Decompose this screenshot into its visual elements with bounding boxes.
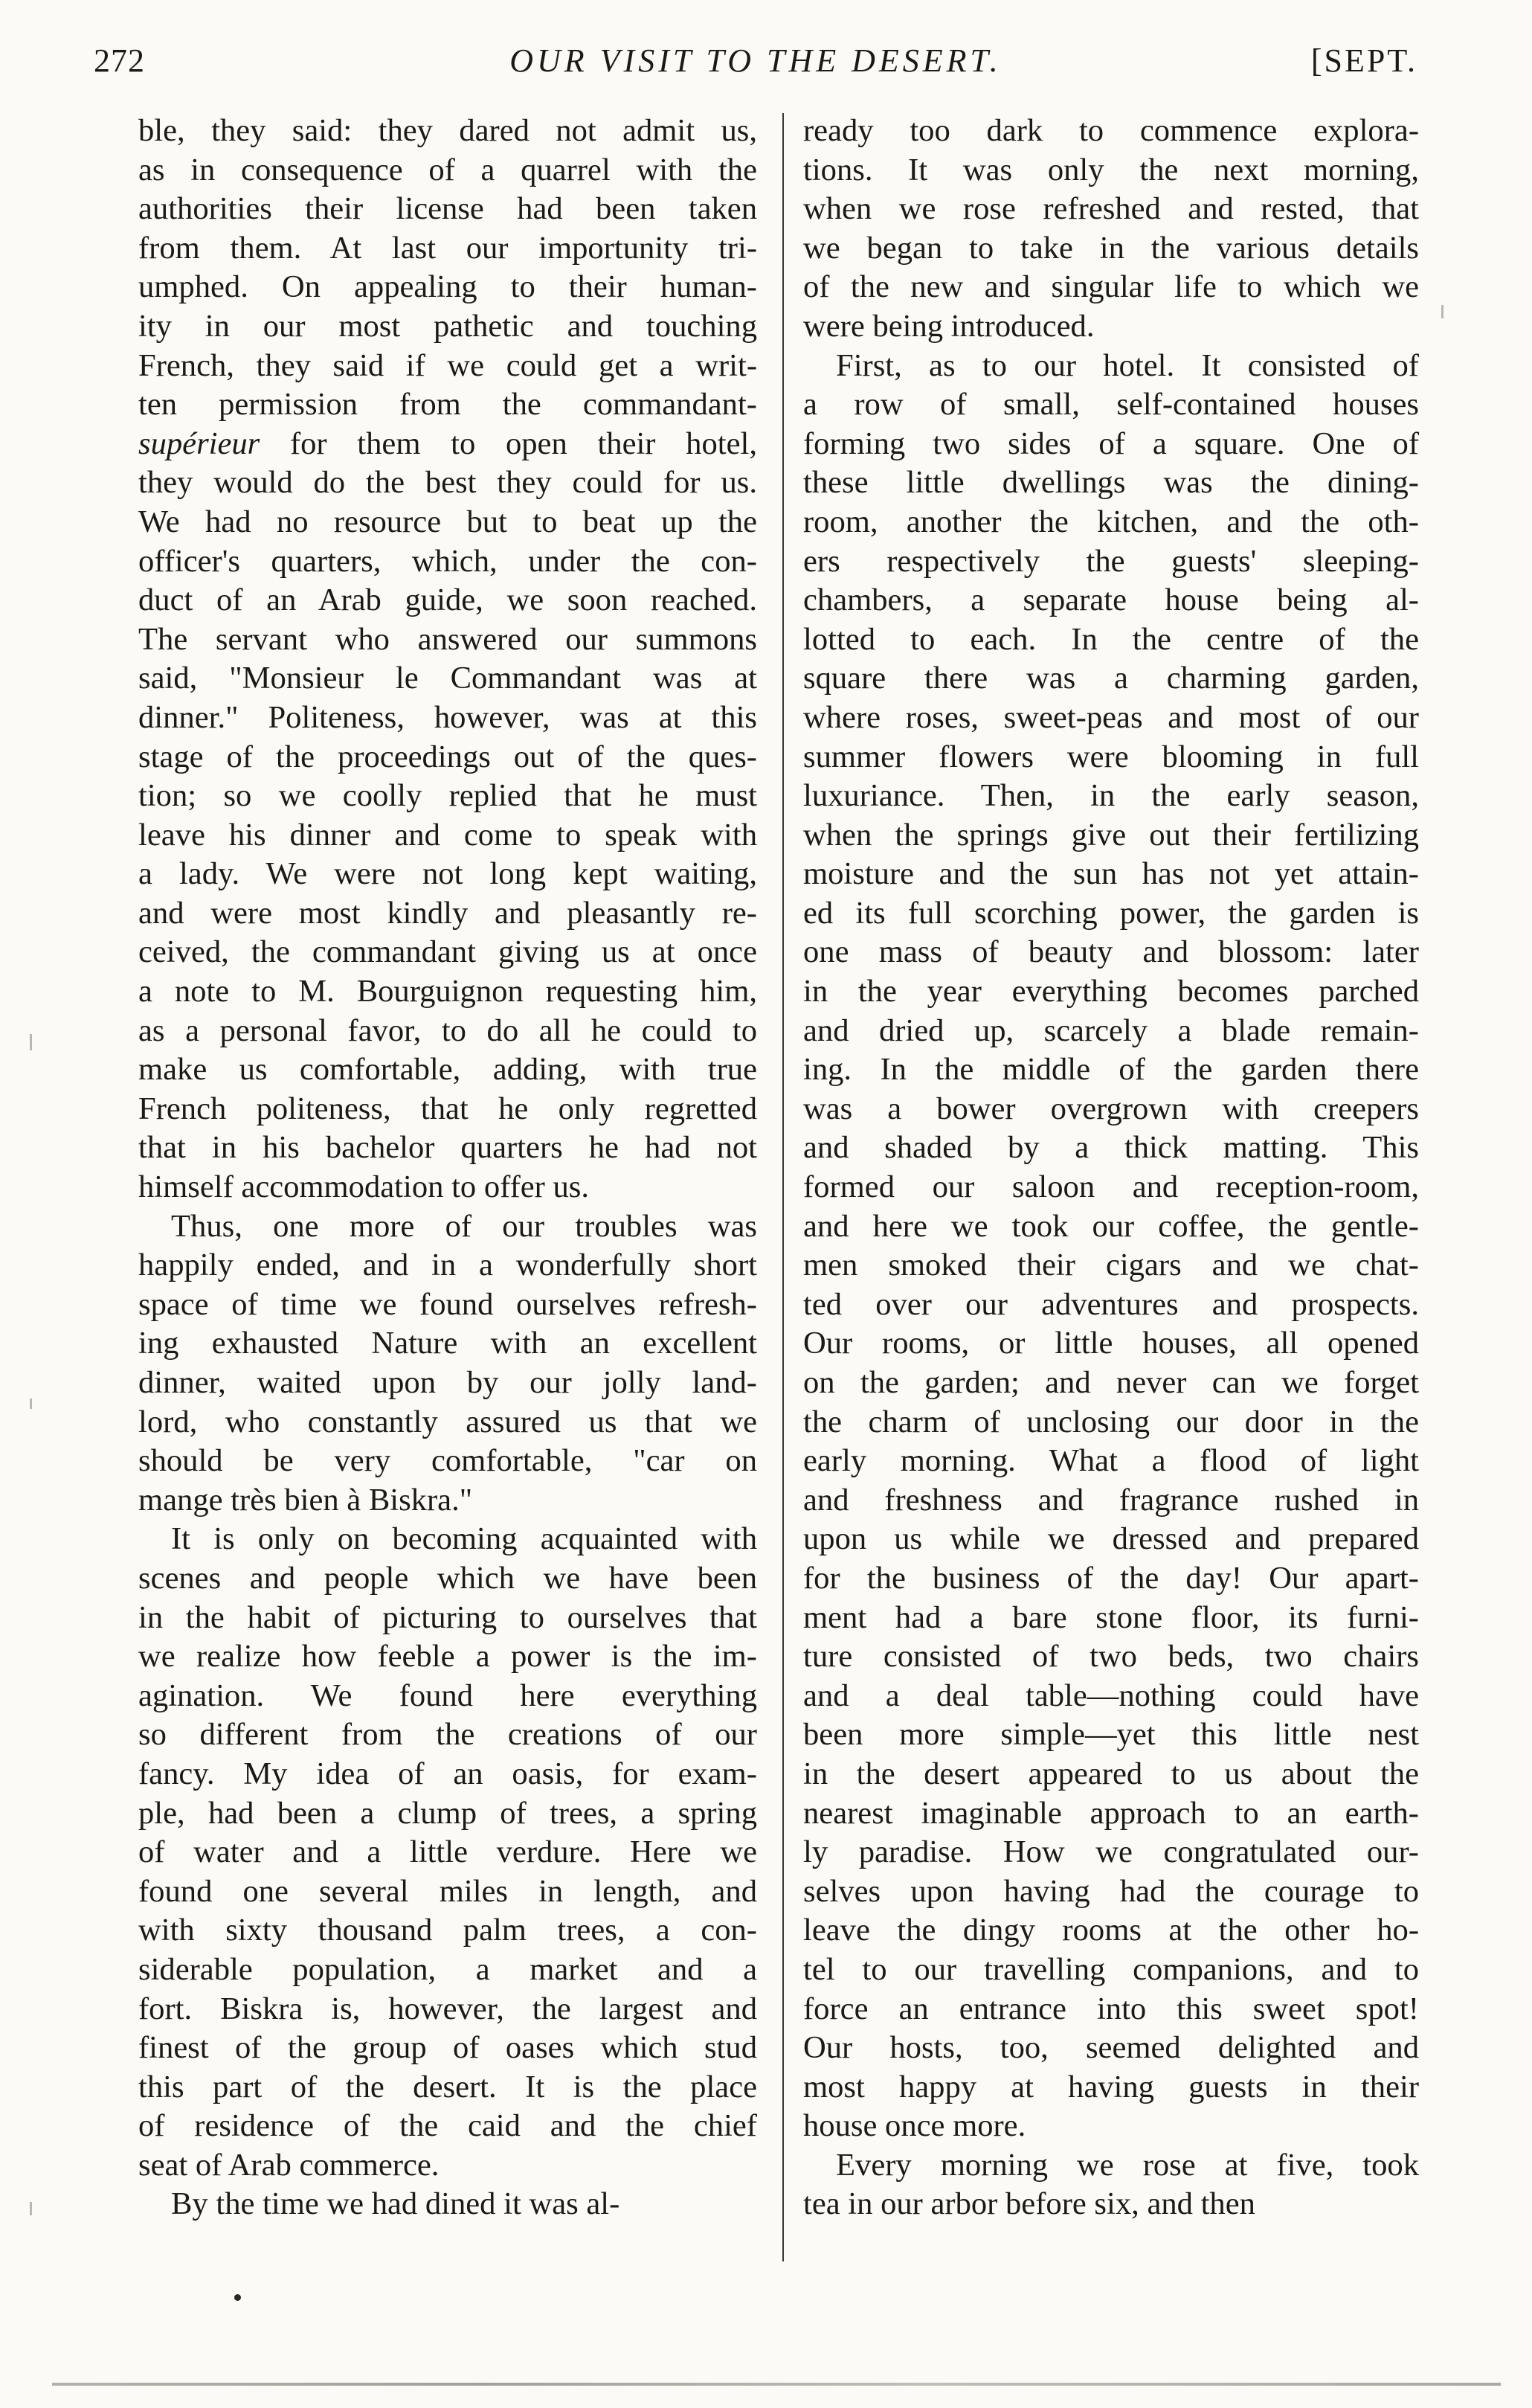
text-line: we realize how feeble a power is the im- xyxy=(138,1639,757,1675)
text-line: nearest imaginable approach to an earth- xyxy=(803,1795,1419,1831)
text-line: in the year everything becomes parched xyxy=(803,974,1419,1009)
text-line: a row of small, self-contained houses xyxy=(803,387,1419,423)
text-line: Our rooms, or little houses, all opened xyxy=(803,1326,1419,1361)
bottom-edge-rule xyxy=(52,2383,1501,2386)
text-line: make us comfortable, adding, with true xyxy=(138,1052,757,1088)
text-line: square there was a charming garden, xyxy=(803,661,1419,696)
text-line: scenes and people which we have been xyxy=(138,1560,757,1596)
text-line: dinner, waited upon by our jolly land- xyxy=(138,1365,757,1400)
text-line: house once more. xyxy=(803,2108,1026,2144)
text-line: supérieur for them to open their hotel, xyxy=(138,426,757,461)
text-line: when the springs give out their fertilizing xyxy=(803,817,1419,853)
running-title: OUR VISIT TO THE DESERT. xyxy=(509,42,1002,79)
text-line: force an entrance into this sweet spot! xyxy=(803,1991,1419,2026)
text-line: duct of an Arab guide, we soon reached. xyxy=(138,582,757,618)
text-line: the charm of unclosing our door in the xyxy=(803,1404,1419,1439)
text-line: ten permission from the commandant- xyxy=(138,387,757,423)
text-line: ly paradise. How we congratulated our- xyxy=(803,1834,1419,1870)
text-line: of water and a little verdure. Here we xyxy=(138,1834,757,1870)
text-line: forming two sides of a square. One of xyxy=(803,426,1419,461)
text-line: was a bower overgrown with creepers xyxy=(803,1091,1419,1126)
text-line: for the business of the day! Our apart- xyxy=(803,1560,1419,1596)
text-line: said, "Monsieur le Commandant was at xyxy=(138,661,757,696)
text-line: in the habit of picturing to ourselves that xyxy=(138,1599,757,1635)
text-line: French politeness, that he only regretted xyxy=(138,1091,757,1126)
text-line: ed its full scorching power, the garden is xyxy=(803,895,1419,931)
text-line: and shaded by a thick matting. This xyxy=(803,1130,1419,1166)
text-line: ceived, the commandant giving us at once xyxy=(138,934,757,970)
text-line: ers respectively the guests' sleeping- xyxy=(803,543,1419,579)
text-line: lord, who constantly assured us that we xyxy=(138,1404,757,1439)
text-line: and here we took our coffee, the gentle- xyxy=(803,1208,1419,1244)
text-line: umphed. On appealing to their human- xyxy=(138,269,757,305)
text-line: in the desert appeared to us about the xyxy=(803,1756,1419,1791)
left-column xyxy=(138,112,757,2224)
text-line: formed our saloon and reception-room, xyxy=(803,1169,1419,1205)
text-line: summer flowers were blooming in full xyxy=(803,739,1419,774)
text-line: they would do the best they could for us. xyxy=(138,465,757,501)
text-line: where roses, sweet-peas and most of our xyxy=(803,699,1419,735)
text-line: ple, had been a clump of trees, a spring xyxy=(138,1795,757,1831)
text-line: authorities their license had been taken xyxy=(138,191,757,227)
text-line: found one several miles in length, and xyxy=(138,1873,757,1909)
text-line: moisture and the sun has not yet attain- xyxy=(803,856,1419,892)
text-line: as in consequence of a quarrel with the xyxy=(138,152,757,187)
text-line: early morning. What a flood of light xyxy=(803,1443,1419,1479)
text-line: fancy. My idea of an oasis, for exam- xyxy=(138,1756,757,1791)
margin-mark xyxy=(1441,305,1444,318)
text-line: and freshness and fragrance rushed in xyxy=(803,1482,1419,1518)
text-line: seat of Arab commerce. xyxy=(138,2147,440,2183)
column-rule xyxy=(782,113,784,2261)
text-line: room, another the kitchen, and the oth- xyxy=(803,504,1419,539)
header-month: [SEPT. xyxy=(1310,42,1417,79)
text-line: so different from the creations of our xyxy=(138,1717,757,1753)
text-line: one mass of beauty and blossom: later xyxy=(803,934,1419,970)
text-line: tion; so we coolly replied that he must xyxy=(138,778,757,814)
text-line: First, as to our hotel. It consisted of xyxy=(836,347,1419,383)
text-line: with sixty thousand palm trees, a con- xyxy=(138,1913,757,1948)
text-line: this part of the desert. It is the place xyxy=(138,2069,757,2104)
text-line: men smoked their cigars and we chat- xyxy=(803,1248,1419,1283)
text-line: tel to our travelling companions, and to xyxy=(803,1951,1419,1987)
text-line: The servant who answered our summons xyxy=(138,621,757,657)
text-line: lotted to each. In the centre of the xyxy=(803,621,1419,657)
margin-mark xyxy=(30,2202,32,2215)
text-line: upon us while we dressed and prepared xyxy=(803,1521,1419,1557)
text-line: luxuriance. Then, in the early season, xyxy=(803,778,1419,814)
text-line: finest of the group of oases which stud xyxy=(138,2030,757,2066)
running-header xyxy=(94,34,1417,86)
text-line: officer's quarters, which, under the con- xyxy=(138,543,757,579)
text-line: a note to M. Bourguignon requesting him, xyxy=(138,974,757,1009)
text-line: tea in our arbor before six, and then xyxy=(803,2186,1255,2222)
text-line: Every morning we rose at five, took xyxy=(836,2147,1419,2183)
text-line: mange très bien à Biskra." xyxy=(138,1482,473,1518)
text-line: tions. It was only the next morning, xyxy=(803,152,1419,187)
text-line: and dried up, scarcely a blade remain- xyxy=(803,1012,1419,1048)
text-line: ing exhausted Nature with an excellent xyxy=(138,1326,757,1361)
text-line: happily ended, and in a wonderfully short xyxy=(138,1248,757,1283)
text-line: and were most kindly and pleasantly re- xyxy=(138,895,757,931)
text-line: most happy at having guests in their xyxy=(803,2069,1419,2104)
ink-speck xyxy=(234,2294,241,2301)
text-line: Our hosts, too, seemed delighted and xyxy=(803,2030,1419,2066)
text-line: as a personal favor, to do all he could to xyxy=(138,1012,757,1048)
text-line: of the new and singular life to which we xyxy=(803,269,1419,305)
text-line: Thus, one more of our troubles was xyxy=(171,1208,757,1244)
text-line: ing. In the middle of the garden there xyxy=(803,1052,1419,1088)
text-line: from them. At last our importunity tri- xyxy=(138,230,757,266)
text-line: and a deal table—nothing could have xyxy=(803,1677,1419,1713)
text-line: stage of the proceedings out of the ques- xyxy=(138,739,757,774)
text-line: were being introduced. xyxy=(803,308,1095,344)
text-line: French, they said if we could get a writ- xyxy=(138,347,757,383)
text-line: chambers, a separate house being al- xyxy=(803,582,1419,618)
text-line: ready too dark to commence explora- xyxy=(803,113,1419,148)
text-line: ture consisted of two beds, two chairs xyxy=(803,1639,1419,1675)
text-line: It is only on becoming acquainted with xyxy=(171,1521,757,1557)
text-line: space of time we found ourselves refresh- xyxy=(138,1286,757,1322)
margin-mark xyxy=(30,1034,32,1050)
text-line: been more simple—yet this little nest xyxy=(803,1717,1419,1753)
text-line: we began to take in the various details xyxy=(803,230,1419,266)
text-line: when we rose refreshed and rested, that xyxy=(803,191,1419,227)
text-line: fort. Biskra is, however, the largest and xyxy=(138,1991,757,2026)
right-column xyxy=(803,112,1419,2224)
page-number: 272 xyxy=(94,42,145,79)
text-line: of residence of the caid and the chief xyxy=(138,2108,757,2144)
text-line: agination. We found here everything xyxy=(138,1677,757,1713)
margin-mark xyxy=(30,1399,32,1409)
text-line: should be very comfortable, "car on xyxy=(138,1443,757,1479)
text-line: selves upon having had the courage to xyxy=(803,1873,1419,1909)
text-line: dinner." Politeness, however, was at this xyxy=(138,699,757,735)
text-line: ment had a bare stone floor, its furni- xyxy=(803,1599,1419,1635)
text-line: leave his dinner and come to speak with xyxy=(138,817,757,853)
text-line: that in his bachelor quarters he had not xyxy=(138,1130,757,1166)
text-line: By the time we had dined it was al- xyxy=(171,2186,620,2222)
text-line: leave the dingy rooms at the other ho- xyxy=(803,1913,1419,1948)
text-line: on the garden; and never can we forget xyxy=(803,1365,1419,1400)
text-line: himself accommodation to offer us. xyxy=(138,1169,590,1205)
text-line: ted over our adventures and prospects. xyxy=(803,1286,1419,1322)
text-line: siderable population, a market and a xyxy=(138,1951,757,1987)
text-line: ity in our most pathetic and touching xyxy=(138,308,757,344)
text-line: We had no resource but to beat up the xyxy=(138,504,757,539)
text-line: these little dwellings was the dining- xyxy=(803,465,1419,501)
text-line: a lady. We were not long kept waiting, xyxy=(138,856,757,892)
text-line: ble, they said: they dared not admit us, xyxy=(138,113,757,148)
